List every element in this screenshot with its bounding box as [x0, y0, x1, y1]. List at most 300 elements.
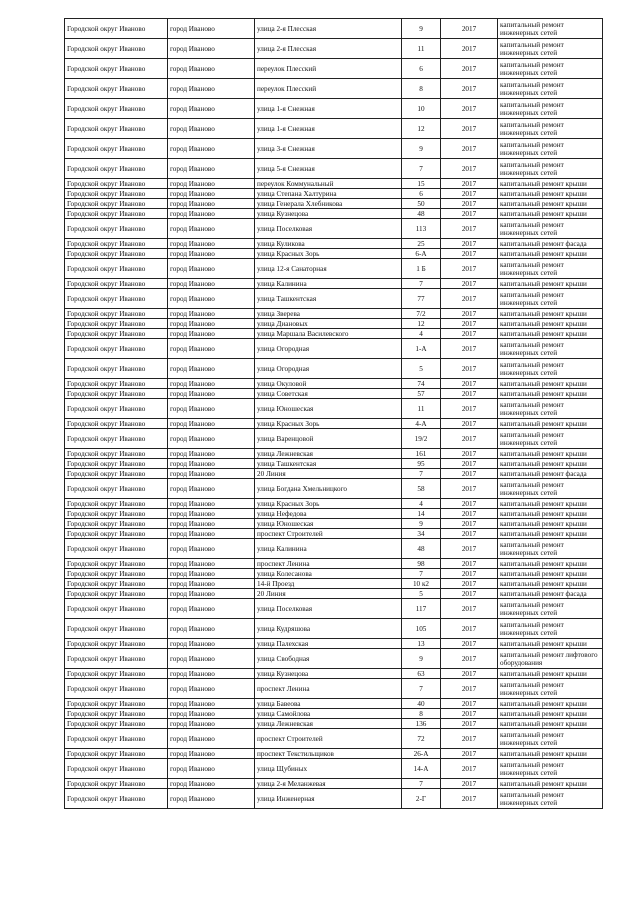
- street-cell: улица 12-я Санаторная: [255, 259, 402, 279]
- work-cell: капитальный ремонт инженерных сетей: [498, 259, 603, 279]
- work-cell: капитальный ремонт инженерных сетей: [498, 119, 603, 139]
- house-cell: 12: [402, 319, 441, 329]
- work-cell: капитальный ремонт крыши: [498, 569, 603, 579]
- table-row: [65, 499, 603, 509]
- year-cell: 2017: [441, 239, 498, 249]
- city-cell: город Иваново: [168, 309, 255, 319]
- district-cell: Городской округ Иваново: [65, 79, 168, 99]
- house-cell: 7: [402, 779, 441, 789]
- work-cell: капитальный ремонт инженерных сетей: [498, 759, 603, 779]
- city-cell: город Иваново: [168, 519, 255, 529]
- house-cell: 34: [402, 529, 441, 539]
- street-cell: улица Нефедова: [255, 509, 402, 519]
- table-row: [65, 569, 603, 579]
- district-cell: Городской округ Иваново: [65, 639, 168, 649]
- district-cell: Городской округ Иваново: [65, 779, 168, 789]
- work-cell: капитальный ремонт инженерных сетей: [498, 539, 603, 559]
- district-cell: Городской округ Иваново: [65, 459, 168, 469]
- year-cell: 2017: [441, 749, 498, 759]
- work-cell: капитальный ремонт лифтового оборудования: [498, 649, 603, 669]
- street-cell: улица Кузнецова: [255, 669, 402, 679]
- district-cell: Городской округ Иваново: [65, 649, 168, 669]
- house-cell: 6-А: [402, 249, 441, 259]
- street-cell: улица Красных Зорь: [255, 249, 402, 259]
- house-cell: 105: [402, 619, 441, 639]
- house-cell: 12: [402, 119, 441, 139]
- work-cell: капитальный ремонт крыши: [498, 279, 603, 289]
- table-row: [65, 519, 603, 529]
- city-cell: город Иваново: [168, 339, 255, 359]
- work-cell: капитальный ремонт инженерных сетей: [498, 679, 603, 699]
- city-cell: город Иваново: [168, 499, 255, 509]
- work-cell: капитальный ремонт крыши: [498, 499, 603, 509]
- table-row: [65, 779, 603, 789]
- year-cell: 2017: [441, 499, 498, 509]
- city-cell: город Иваново: [168, 419, 255, 429]
- city-cell: город Иваново: [168, 79, 255, 99]
- table-row: [65, 419, 603, 429]
- district-cell: Городской округ Иваново: [65, 209, 168, 219]
- table-row: [65, 339, 603, 359]
- year-cell: 2017: [441, 329, 498, 339]
- work-cell: капитальный ремонт инженерных сетей: [498, 59, 603, 79]
- table-row: [65, 759, 603, 779]
- work-cell: капитальный ремонт инженерных сетей: [498, 19, 603, 39]
- table-row: [65, 639, 603, 649]
- house-cell: 4: [402, 499, 441, 509]
- work-cell: капитальный ремонт инженерных сетей: [498, 619, 603, 639]
- city-cell: город Иваново: [168, 559, 255, 569]
- house-cell: 26-А: [402, 749, 441, 759]
- district-cell: Городской округ Иваново: [65, 509, 168, 519]
- street-cell: улица Калинина: [255, 539, 402, 559]
- city-cell: город Иваново: [168, 529, 255, 539]
- street-cell: улица Юношеская: [255, 399, 402, 419]
- house-cell: 77: [402, 289, 441, 309]
- street-cell: переулок Коммунальный: [255, 179, 402, 189]
- street-cell: улица Колесанова: [255, 569, 402, 579]
- house-cell: 95: [402, 459, 441, 469]
- work-cell: капитальный ремонт крыши: [498, 459, 603, 469]
- table-row: [65, 699, 603, 709]
- street-cell: улица Красных Зорь: [255, 499, 402, 509]
- work-cell: капитальный ремонт инженерных сетей: [498, 139, 603, 159]
- street-cell: улица Щубиных: [255, 759, 402, 779]
- city-cell: город Иваново: [168, 189, 255, 199]
- district-cell: Городской округ Иваново: [65, 419, 168, 429]
- street-cell: улица 5-я Снежная: [255, 159, 402, 179]
- street-cell: улица Зверева: [255, 309, 402, 319]
- street-cell: улица Ташкентская: [255, 459, 402, 469]
- table-row: [65, 399, 603, 419]
- year-cell: 2017: [441, 669, 498, 679]
- street-cell: улица 2-я Меланжевая: [255, 779, 402, 789]
- city-cell: город Иваново: [168, 469, 255, 479]
- year-cell: 2017: [441, 469, 498, 479]
- year-cell: 2017: [441, 289, 498, 309]
- year-cell: 2017: [441, 699, 498, 709]
- work-cell: капитальный ремонт крыши: [498, 779, 603, 789]
- street-cell: проспект Строителей: [255, 529, 402, 539]
- district-cell: Городской округ Иваново: [65, 159, 168, 179]
- year-cell: 2017: [441, 729, 498, 749]
- district-cell: Городской округ Иваново: [65, 599, 168, 619]
- district-cell: Городской округ Иваново: [65, 139, 168, 159]
- house-cell: 9: [402, 519, 441, 529]
- year-cell: 2017: [441, 399, 498, 419]
- city-cell: город Иваново: [168, 139, 255, 159]
- year-cell: 2017: [441, 309, 498, 319]
- city-cell: город Иваново: [168, 719, 255, 729]
- table-row: [65, 649, 603, 669]
- house-cell: 19/2: [402, 429, 441, 449]
- city-cell: город Иваново: [168, 379, 255, 389]
- district-cell: Городской округ Иваново: [65, 619, 168, 639]
- district-cell: Городской округ Иваново: [65, 539, 168, 559]
- house-cell: 7: [402, 469, 441, 479]
- house-cell: 4-А: [402, 419, 441, 429]
- year-cell: 2017: [441, 539, 498, 559]
- house-cell: 25: [402, 239, 441, 249]
- street-cell: улица Маршала Василевского: [255, 329, 402, 339]
- district-cell: Городской округ Иваново: [65, 429, 168, 449]
- house-cell: 40: [402, 699, 441, 709]
- year-cell: 2017: [441, 59, 498, 79]
- work-cell: капитальный ремонт крыши: [498, 519, 603, 529]
- district-cell: Городской округ Иваново: [65, 669, 168, 679]
- street-cell: 20 Линия: [255, 469, 402, 479]
- city-cell: город Иваново: [168, 639, 255, 649]
- city-cell: город Иваново: [168, 509, 255, 519]
- house-cell: 9: [402, 139, 441, 159]
- table-row: [65, 209, 603, 219]
- year-cell: 2017: [441, 359, 498, 379]
- table-row: [65, 589, 603, 599]
- house-cell: 117: [402, 599, 441, 619]
- district-cell: Городской округ Иваново: [65, 579, 168, 589]
- table-row: [65, 39, 603, 59]
- city-cell: город Иваново: [168, 239, 255, 249]
- table-row: [65, 159, 603, 179]
- work-cell: капитальный ремонт крыши: [498, 509, 603, 519]
- work-cell: капитальный ремонт крыши: [498, 209, 603, 219]
- street-cell: переулок Плесский: [255, 59, 402, 79]
- city-cell: город Иваново: [168, 619, 255, 639]
- work-cell: капитальный ремонт инженерных сетей: [498, 339, 603, 359]
- house-cell: 48: [402, 209, 441, 219]
- work-cell: капитальный ремонт крыши: [498, 749, 603, 759]
- street-cell: улица Окуловой: [255, 379, 402, 389]
- city-cell: город Иваново: [168, 539, 255, 559]
- street-cell: улица 1-я Снежная: [255, 99, 402, 119]
- district-cell: Городской округ Иваново: [65, 719, 168, 729]
- table-row: [65, 59, 603, 79]
- house-cell: 13: [402, 639, 441, 649]
- year-cell: 2017: [441, 259, 498, 279]
- year-cell: 2017: [441, 759, 498, 779]
- year-cell: 2017: [441, 249, 498, 259]
- table-row: [65, 119, 603, 139]
- table-row: [65, 99, 603, 119]
- house-cell: 113: [402, 219, 441, 239]
- district-cell: Городской округ Иваново: [65, 729, 168, 749]
- work-cell: капитальный ремонт инженерных сетей: [498, 479, 603, 499]
- street-cell: проспект Ленина: [255, 559, 402, 569]
- city-cell: город Иваново: [168, 179, 255, 189]
- work-cell: капитальный ремонт инженерных сетей: [498, 399, 603, 419]
- table-row: [65, 259, 603, 279]
- district-cell: Городской округ Иваново: [65, 219, 168, 239]
- house-cell: 74: [402, 379, 441, 389]
- district-cell: Городской округ Иваново: [65, 559, 168, 569]
- district-cell: Городской округ Иваново: [65, 759, 168, 779]
- district-cell: Городской округ Иваново: [65, 119, 168, 139]
- table-row: [65, 239, 603, 249]
- year-cell: 2017: [441, 119, 498, 139]
- work-cell: капитальный ремонт крыши: [498, 329, 603, 339]
- street-cell: проспект Строителей: [255, 729, 402, 749]
- table-row: [65, 319, 603, 329]
- district-cell: Городской округ Иваново: [65, 679, 168, 699]
- city-cell: город Иваново: [168, 779, 255, 789]
- district-cell: Городской округ Иваново: [65, 789, 168, 809]
- table-row: [65, 329, 603, 339]
- house-cell: 7: [402, 279, 441, 289]
- year-cell: 2017: [441, 189, 498, 199]
- work-cell: капитальный ремонт крыши: [498, 199, 603, 209]
- city-cell: город Иваново: [168, 319, 255, 329]
- house-cell: 9: [402, 19, 441, 39]
- table-row: [65, 559, 603, 569]
- district-cell: Городской округ Иваново: [65, 19, 168, 39]
- street-cell: улица Степана Халтурина: [255, 189, 402, 199]
- year-cell: 2017: [441, 279, 498, 289]
- year-cell: 2017: [441, 19, 498, 39]
- year-cell: 2017: [441, 209, 498, 219]
- table-row: [65, 789, 603, 809]
- district-cell: Городской округ Иваново: [65, 179, 168, 189]
- street-cell: проспект Ленина: [255, 679, 402, 699]
- city-cell: город Иваново: [168, 479, 255, 499]
- work-cell: капитальный ремонт крыши: [498, 529, 603, 539]
- street-cell: улица 3-я Снежная: [255, 139, 402, 159]
- house-cell: 50: [402, 199, 441, 209]
- table-row: [65, 309, 603, 319]
- district-cell: Городской округ Иваново: [65, 589, 168, 599]
- city-cell: город Иваново: [168, 399, 255, 419]
- district-cell: Городской округ Иваново: [65, 699, 168, 709]
- district-cell: Городской округ Иваново: [65, 339, 168, 359]
- city-cell: город Иваново: [168, 669, 255, 679]
- work-cell: капитальный ремонт фасада: [498, 589, 603, 599]
- table-row: [65, 749, 603, 759]
- district-cell: Городской округ Иваново: [65, 59, 168, 79]
- table-row: [65, 199, 603, 209]
- street-cell: улица Варенцовой: [255, 429, 402, 449]
- work-cell: капитальный ремонт крыши: [498, 579, 603, 589]
- street-cell: улица Лежневская: [255, 719, 402, 729]
- work-cell: капитальный ремонт крыши: [498, 179, 603, 189]
- table-row: [65, 719, 603, 729]
- house-cell: 161: [402, 449, 441, 459]
- work-cell: капитальный ремонт инженерных сетей: [498, 99, 603, 119]
- city-cell: город Иваново: [168, 219, 255, 239]
- house-cell: 11: [402, 39, 441, 59]
- year-cell: 2017: [441, 389, 498, 399]
- year-cell: 2017: [441, 529, 498, 539]
- year-cell: 2017: [441, 379, 498, 389]
- year-cell: 2017: [441, 779, 498, 789]
- district-cell: Городской округ Иваново: [65, 519, 168, 529]
- work-cell: капитальный ремонт инженерных сетей: [498, 789, 603, 809]
- house-cell: 6: [402, 59, 441, 79]
- table-row: [65, 679, 603, 699]
- street-cell: улица Лежневская: [255, 449, 402, 459]
- district-cell: Городской округ Иваново: [65, 289, 168, 309]
- table-row: [65, 709, 603, 719]
- year-cell: 2017: [441, 649, 498, 669]
- year-cell: 2017: [441, 709, 498, 719]
- table-row: [65, 389, 603, 399]
- work-cell: капитальный ремонт крыши: [498, 639, 603, 649]
- house-cell: 72: [402, 729, 441, 749]
- city-cell: город Иваново: [168, 459, 255, 469]
- district-cell: Городской округ Иваново: [65, 329, 168, 339]
- year-cell: 2017: [441, 559, 498, 569]
- work-cell: капитальный ремонт инженерных сетей: [498, 39, 603, 59]
- work-cell: капитальный ремонт крыши: [498, 379, 603, 389]
- house-cell: 7: [402, 159, 441, 179]
- district-cell: Городской округ Иваново: [65, 239, 168, 249]
- house-cell: 9: [402, 649, 441, 669]
- house-cell: 10: [402, 99, 441, 119]
- house-cell: 63: [402, 669, 441, 679]
- table-row: [65, 509, 603, 519]
- city-cell: город Иваново: [168, 589, 255, 599]
- street-cell: улица Самойлова: [255, 709, 402, 719]
- house-cell: 5: [402, 589, 441, 599]
- street-cell: улица Ташкентская: [255, 289, 402, 309]
- street-cell: улица 2-я Плесская: [255, 19, 402, 39]
- city-cell: город Иваново: [168, 159, 255, 179]
- street-cell: улица Кузнецова: [255, 209, 402, 219]
- year-cell: 2017: [441, 159, 498, 179]
- city-cell: город Иваново: [168, 19, 255, 39]
- year-cell: 2017: [441, 589, 498, 599]
- house-cell: 11: [402, 399, 441, 419]
- street-cell: улица Генерала Хлебникова: [255, 199, 402, 209]
- house-cell: 4: [402, 329, 441, 339]
- city-cell: город Иваново: [168, 729, 255, 749]
- work-cell: капитальный ремонт инженерных сетей: [498, 79, 603, 99]
- table-row: [65, 189, 603, 199]
- work-cell: капитальный ремонт крыши: [498, 249, 603, 259]
- city-cell: город Иваново: [168, 759, 255, 779]
- table-row: [65, 179, 603, 189]
- street-cell: улица Бавеова: [255, 699, 402, 709]
- house-cell: 7: [402, 569, 441, 579]
- district-cell: Городской округ Иваново: [65, 309, 168, 319]
- city-cell: город Иваново: [168, 249, 255, 259]
- year-cell: 2017: [441, 599, 498, 619]
- table-row: [65, 429, 603, 449]
- year-cell: 2017: [441, 79, 498, 99]
- work-cell: капитальный ремонт инженерных сетей: [498, 429, 603, 449]
- street-cell: улица Советская: [255, 389, 402, 399]
- table-body: [65, 19, 603, 809]
- repair-table: [64, 18, 603, 809]
- work-cell: капитальный ремонт крыши: [498, 709, 603, 719]
- year-cell: 2017: [441, 319, 498, 329]
- district-cell: Городской округ Иваново: [65, 99, 168, 119]
- street-cell: улица Поселковая: [255, 219, 402, 239]
- street-cell: улица Диановых: [255, 319, 402, 329]
- year-cell: 2017: [441, 569, 498, 579]
- table-row: [65, 469, 603, 479]
- city-cell: город Иваново: [168, 389, 255, 399]
- street-cell: 14-й Проезд: [255, 579, 402, 589]
- district-cell: Городской округ Иваново: [65, 259, 168, 279]
- year-cell: 2017: [441, 139, 498, 159]
- street-cell: улица Инженерная: [255, 789, 402, 809]
- work-cell: капитальный ремонт инженерных сетей: [498, 599, 603, 619]
- work-cell: капитальный ремонт крыши: [498, 449, 603, 459]
- city-cell: город Иваново: [168, 209, 255, 219]
- table-row: [65, 529, 603, 539]
- city-cell: город Иваново: [168, 99, 255, 119]
- street-cell: улица Калинина: [255, 279, 402, 289]
- district-cell: Городской округ Иваново: [65, 389, 168, 399]
- year-cell: 2017: [441, 99, 498, 119]
- table-row: [65, 379, 603, 389]
- year-cell: 2017: [441, 429, 498, 449]
- city-cell: город Иваново: [168, 449, 255, 459]
- city-cell: город Иваново: [168, 649, 255, 669]
- table-row: [65, 669, 603, 679]
- house-cell: 5: [402, 359, 441, 379]
- year-cell: 2017: [441, 619, 498, 639]
- district-cell: Городской округ Иваново: [65, 319, 168, 329]
- city-cell: город Иваново: [168, 709, 255, 719]
- year-cell: 2017: [441, 639, 498, 649]
- document-page: [64, 18, 596, 809]
- district-cell: Городской округ Иваново: [65, 359, 168, 379]
- street-cell: улица 2-я Плесская: [255, 39, 402, 59]
- table-row: [65, 19, 603, 39]
- work-cell: капитальный ремонт крыши: [498, 669, 603, 679]
- district-cell: Городской округ Иваново: [65, 279, 168, 289]
- year-cell: 2017: [441, 449, 498, 459]
- street-cell: улица Палехская: [255, 639, 402, 649]
- district-cell: Городской округ Иваново: [65, 479, 168, 499]
- street-cell: улица Поселковая: [255, 599, 402, 619]
- street-cell: улица 1-я Снежная: [255, 119, 402, 139]
- work-cell: капитальный ремонт крыши: [498, 699, 603, 709]
- city-cell: город Иваново: [168, 39, 255, 59]
- house-cell: 136: [402, 719, 441, 729]
- city-cell: город Иваново: [168, 679, 255, 699]
- table-row: [65, 139, 603, 159]
- work-cell: капитальный ремонт крыши: [498, 719, 603, 729]
- house-cell: 8: [402, 709, 441, 719]
- street-cell: проспект Текстильщиков: [255, 749, 402, 759]
- street-cell: улица Красных Зорь: [255, 419, 402, 429]
- work-cell: капитальный ремонт инженерных сетей: [498, 289, 603, 309]
- house-cell: 1-А: [402, 339, 441, 359]
- work-cell: капитальный ремонт крыши: [498, 189, 603, 199]
- table-row: [65, 579, 603, 589]
- city-cell: город Иваново: [168, 749, 255, 759]
